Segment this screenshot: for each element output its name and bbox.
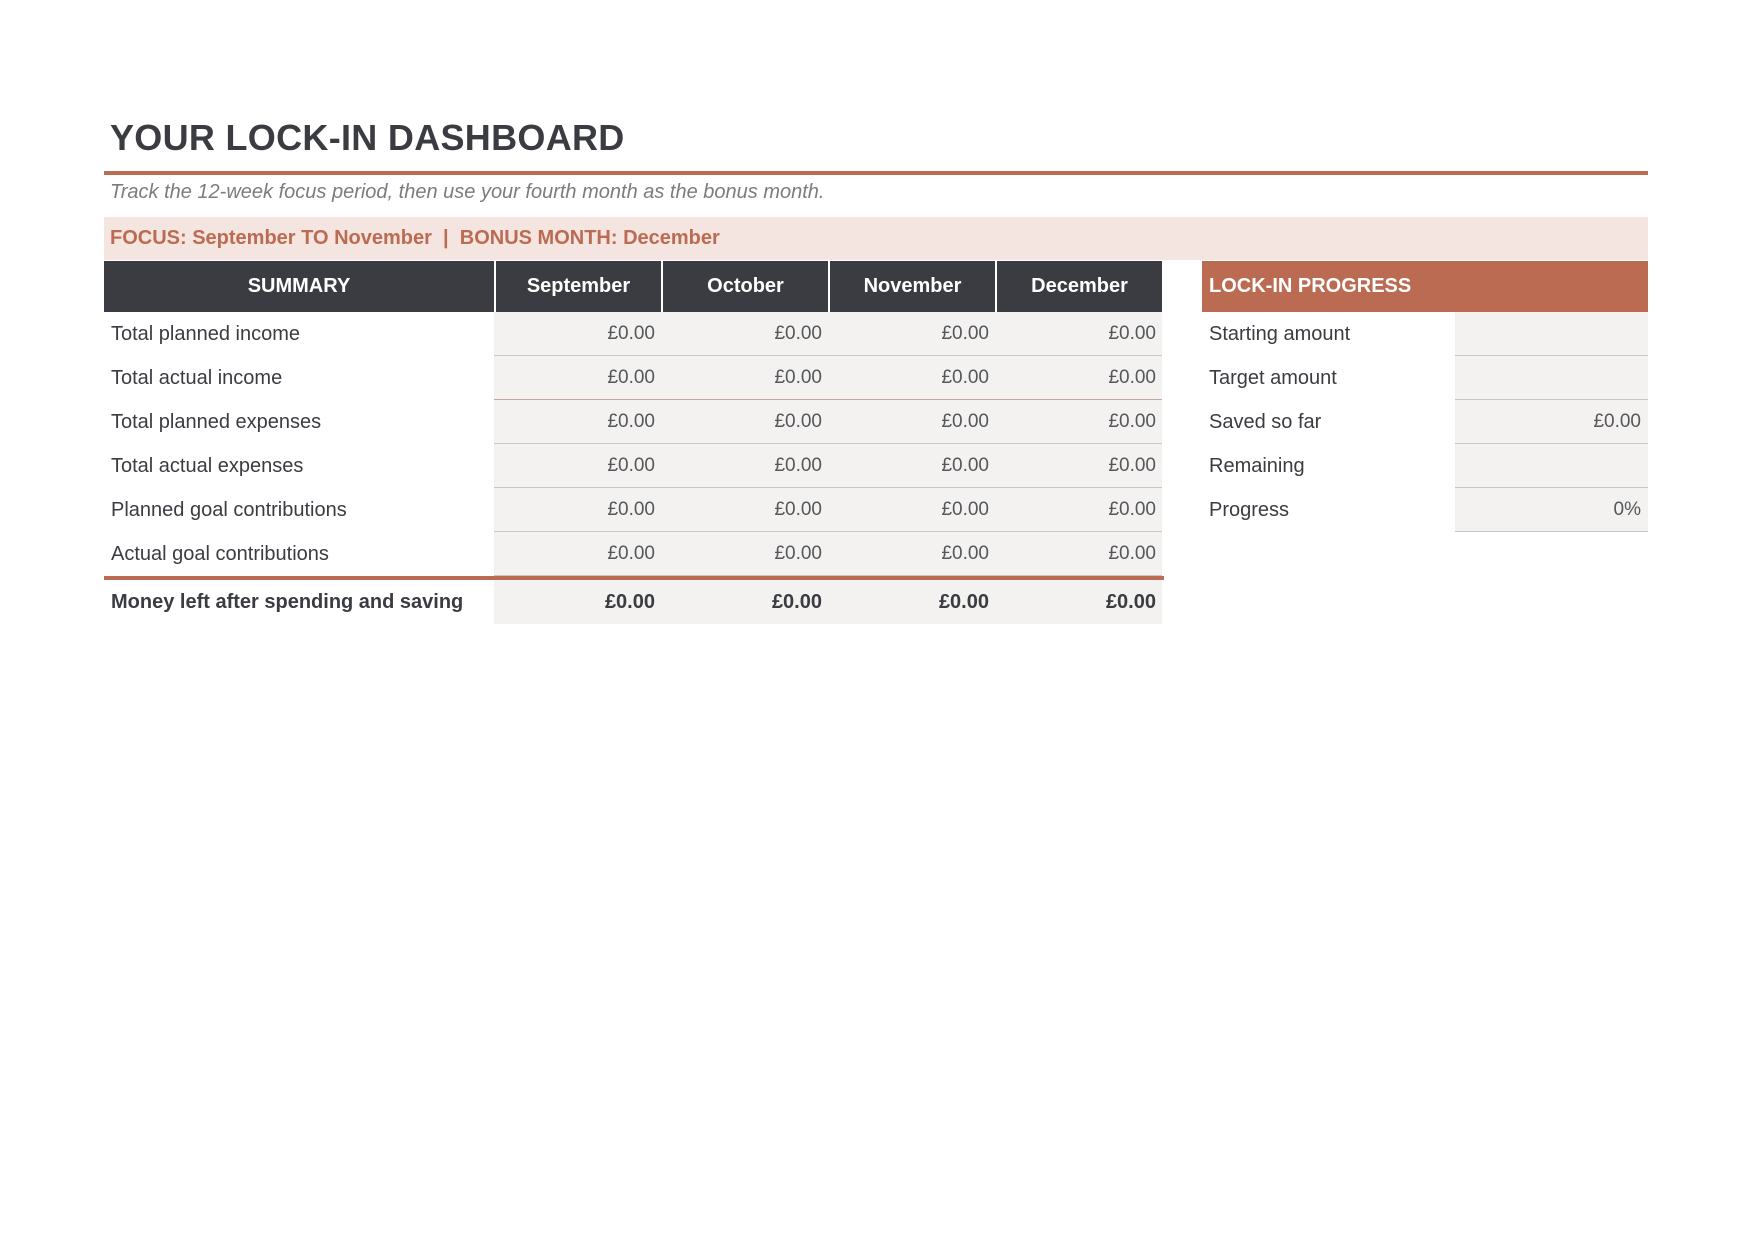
cell-total-planned-income-october[interactable]: £0.00 xyxy=(661,312,828,356)
progress-label-starting-amount: Starting amount xyxy=(1209,322,1351,345)
cell-total-planned-expenses-november[interactable]: £0.00 xyxy=(828,400,995,444)
cell-total-planned-expenses-september[interactable]: £0.00 xyxy=(494,400,661,444)
progress-label-saved-so-far: Saved so far xyxy=(1209,410,1322,433)
total-row xyxy=(104,580,1164,624)
page-subtitle: Track the 12-week focus period, then use your fourth month as the bonus month. xyxy=(110,181,825,203)
row-label-total-actual-expenses: Total actual expenses xyxy=(111,454,304,477)
table-row xyxy=(104,532,1164,576)
cell-total-planned-expenses-october[interactable]: £0.00 xyxy=(661,400,828,444)
row-label-total-actual-income: Total actual income xyxy=(111,366,283,389)
cell-actual-goal-contributions-october[interactable]: £0.00 xyxy=(661,532,828,576)
summary-header-label: SUMMARY xyxy=(104,261,494,312)
cell-total-actual-income-october[interactable]: £0.00 xyxy=(661,356,828,400)
row-label-money-left: Money left after spending and saving xyxy=(111,590,464,613)
progress-row-remaining xyxy=(1202,444,1648,488)
cell-total-planned-expenses-december[interactable]: £0.00 xyxy=(995,400,1162,444)
column-header-december[interactable]: December xyxy=(995,261,1162,312)
table-row xyxy=(104,400,1164,444)
progress-value-saved-so-far[interactable]: £0.00 xyxy=(1455,400,1648,444)
cell-actual-goal-contributions-november[interactable]: £0.00 xyxy=(828,532,995,576)
column-header-november[interactable]: November xyxy=(828,261,995,312)
progress-value-remaining[interactable] xyxy=(1455,444,1648,488)
cell-planned-goal-contributions-december[interactable]: £0.00 xyxy=(995,488,1162,532)
cell-planned-goal-contributions-september[interactable]: £0.00 xyxy=(494,488,661,532)
title-divider xyxy=(104,171,1648,175)
cell-total-planned-income-december[interactable]: £0.00 xyxy=(995,312,1162,356)
progress-label-progress: Progress xyxy=(1209,498,1290,521)
progress-header: LOCK-IN PROGRESS xyxy=(1202,261,1648,312)
table-row xyxy=(104,356,1164,400)
table-row xyxy=(104,312,1164,356)
cell-money-left-october[interactable]: £0.00 xyxy=(661,580,828,624)
cell-total-planned-income-september[interactable]: £0.00 xyxy=(494,312,661,356)
cell-total-actual-expenses-october[interactable]: £0.00 xyxy=(661,444,828,488)
cell-actual-goal-contributions-september[interactable]: £0.00 xyxy=(494,532,661,576)
cell-total-actual-expenses-september[interactable]: £0.00 xyxy=(494,444,661,488)
cell-total-actual-income-november[interactable]: £0.00 xyxy=(828,356,995,400)
progress-value-progress[interactable]: 0% xyxy=(1455,488,1648,532)
column-header-october[interactable]: October xyxy=(661,261,828,312)
cell-money-left-september[interactable]: £0.00 xyxy=(494,580,661,624)
progress-value-target-amount[interactable] xyxy=(1455,356,1648,400)
progress-row-starting-amount xyxy=(1202,312,1648,356)
cell-total-actual-expenses-december[interactable]: £0.00 xyxy=(995,444,1162,488)
row-label-total-planned-expenses: Total planned expenses xyxy=(111,410,322,433)
progress-row-progress xyxy=(1202,488,1648,532)
summary-table xyxy=(104,261,1164,624)
summary-header-row xyxy=(104,261,1164,312)
cell-planned-goal-contributions-november[interactable]: £0.00 xyxy=(828,488,995,532)
cell-money-left-december[interactable]: £0.00 xyxy=(995,580,1162,624)
table-row xyxy=(104,488,1164,532)
progress-value-starting-amount[interactable] xyxy=(1455,312,1648,356)
cell-total-actual-income-december[interactable]: £0.00 xyxy=(995,356,1162,400)
progress-row-target-amount xyxy=(1202,356,1648,400)
cell-total-actual-expenses-november[interactable]: £0.00 xyxy=(828,444,995,488)
lock-in-progress-panel xyxy=(1202,261,1648,532)
cell-actual-goal-contributions-december[interactable]: £0.00 xyxy=(995,532,1162,576)
row-label-planned-goal-contributions: Planned goal contributions xyxy=(111,498,347,521)
progress-row-saved-so-far xyxy=(1202,400,1648,444)
row-label-actual-goal-contributions: Actual goal contributions xyxy=(111,542,329,565)
progress-label-target-amount: Target amount xyxy=(1209,366,1337,389)
table-row xyxy=(104,444,1164,488)
cell-money-left-november[interactable]: £0.00 xyxy=(828,580,995,624)
focus-banner xyxy=(104,217,1648,260)
focus-banner-text: FOCUS: September TO November | BONUS MONTH: December xyxy=(110,227,720,249)
progress-label-remaining: Remaining xyxy=(1209,454,1305,477)
row-label-total-planned-income: Total planned income xyxy=(111,322,301,345)
column-header-september[interactable]: September xyxy=(494,261,661,312)
cell-planned-goal-contributions-october[interactable]: £0.00 xyxy=(661,488,828,532)
page-title: YOUR LOCK-IN DASHBOARD xyxy=(110,117,625,158)
cell-total-actual-income-september[interactable]: £0.00 xyxy=(494,356,661,400)
cell-total-planned-income-november[interactable]: £0.00 xyxy=(828,312,995,356)
